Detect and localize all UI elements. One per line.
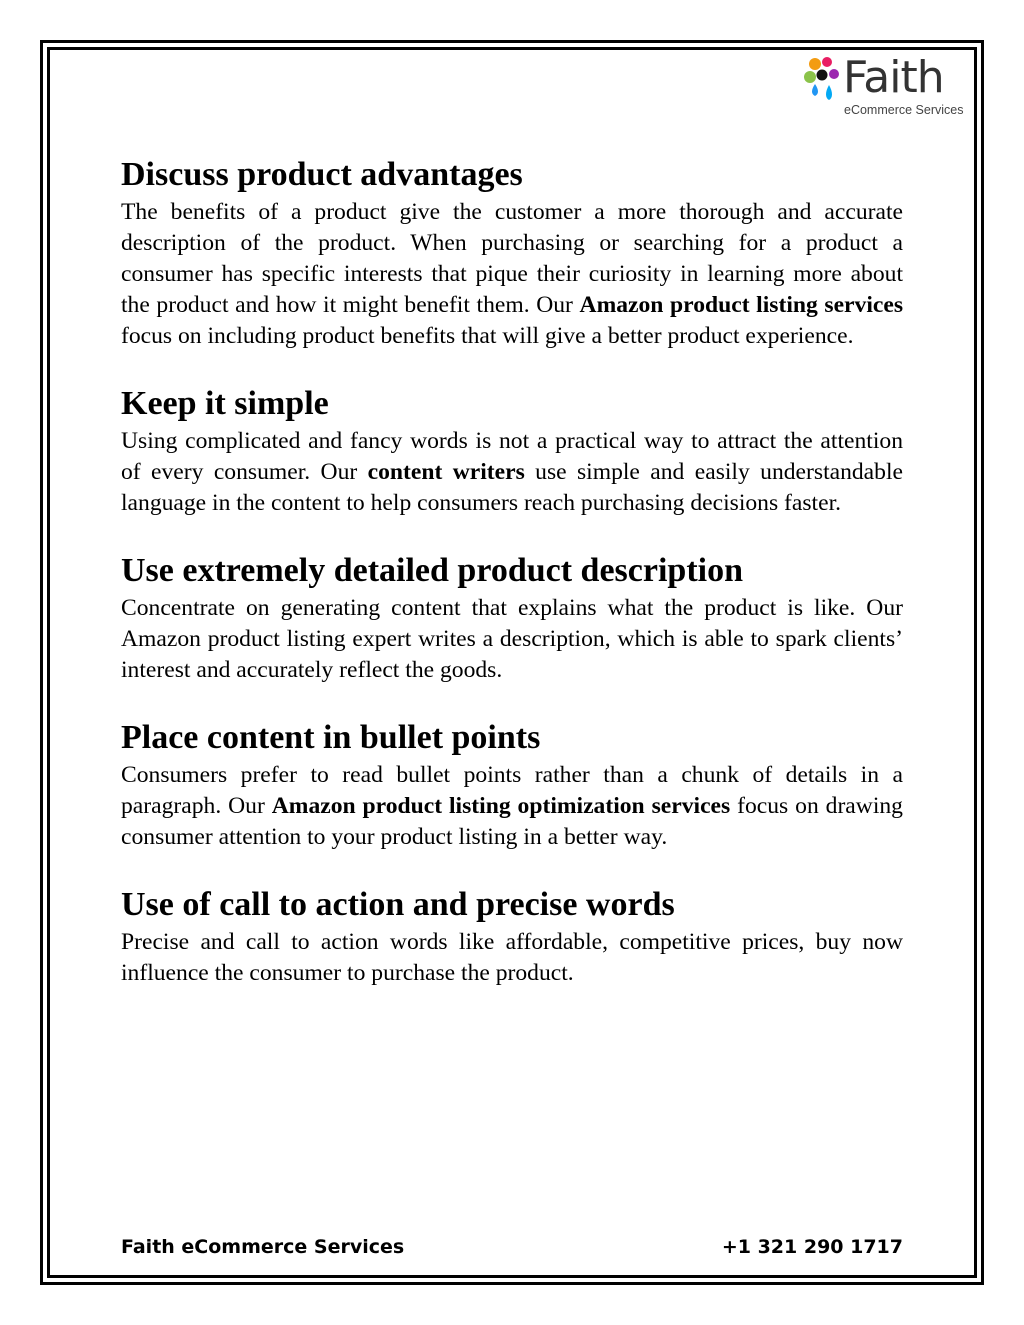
section-paragraph bbox=[121, 593, 903, 686]
flower-drops-icon bbox=[803, 56, 843, 106]
paragraph-text: focus on including product benefits that will give a better product experience. bbox=[121, 323, 854, 349]
section-heading: Place content in bullet points bbox=[121, 719, 541, 756]
section-product-advantages bbox=[121, 153, 903, 352]
footer-phone: +1 321 290 1717 bbox=[721, 1236, 903, 1258]
section-paragraph bbox=[121, 197, 903, 352]
page-footer bbox=[121, 1236, 903, 1258]
section-paragraph bbox=[121, 927, 903, 989]
paragraph-text: The benefits of a product give the customer a more thorough and accurate description of the product. When purchasing or searching for a product a consumer has specific interests that pique their curiosity in learning more about the product and how it might benefit them. Our bbox=[121, 199, 903, 318]
section-heading: Discuss product advantages bbox=[121, 156, 523, 193]
content-writers-link-text: content writers bbox=[367, 459, 525, 485]
section-paragraph bbox=[121, 760, 903, 853]
logo-wordmark: Faith bbox=[843, 52, 944, 103]
logo-tagline: eCommerce Services bbox=[844, 103, 964, 117]
section-call-to-action bbox=[121, 883, 903, 989]
paragraph-text: use simple and easily understandable language in the content to help consumers reach purchasing decisions faster. bbox=[121, 459, 903, 516]
paragraph-text: Consumers prefer to read bullet points rather than a chunk of details in a paragraph. Our bbox=[121, 762, 903, 819]
section-heading: Use of call to action and precise words bbox=[121, 886, 675, 923]
company-logo bbox=[803, 52, 973, 120]
section-detailed-description bbox=[121, 549, 903, 686]
optimization-services-link-text: Amazon product listing optimization services bbox=[271, 793, 731, 819]
amazon-listing-services-link-text: Amazon product listing services bbox=[579, 292, 904, 318]
section-keep-it-simple bbox=[121, 382, 903, 519]
paragraph-text: focus on drawing consumer attention to your product listing in a better way. bbox=[121, 793, 903, 850]
paragraph-text: Concentrate on generating content that explains what the product is like. Our Amazon product listing expert writes a description, which is able to spark clients’ interest and accurately reflect the goods. bbox=[121, 595, 903, 683]
section-paragraph bbox=[121, 426, 903, 519]
document-body bbox=[121, 153, 903, 989]
paragraph-text: Using complicated and fancy words is not a practical way to attract the attention of every consumer. Our bbox=[121, 428, 903, 485]
section-heading: Keep it simple bbox=[121, 385, 329, 422]
section-heading: Use extremely detailed product description bbox=[121, 552, 743, 589]
section-bullet-points bbox=[121, 716, 903, 853]
footer-company: Faith eCommerce Services bbox=[121, 1236, 405, 1258]
paragraph-text: Precise and call to action words like affordable, competitive prices, buy now influence the consumer to purchase the product. bbox=[121, 929, 903, 986]
